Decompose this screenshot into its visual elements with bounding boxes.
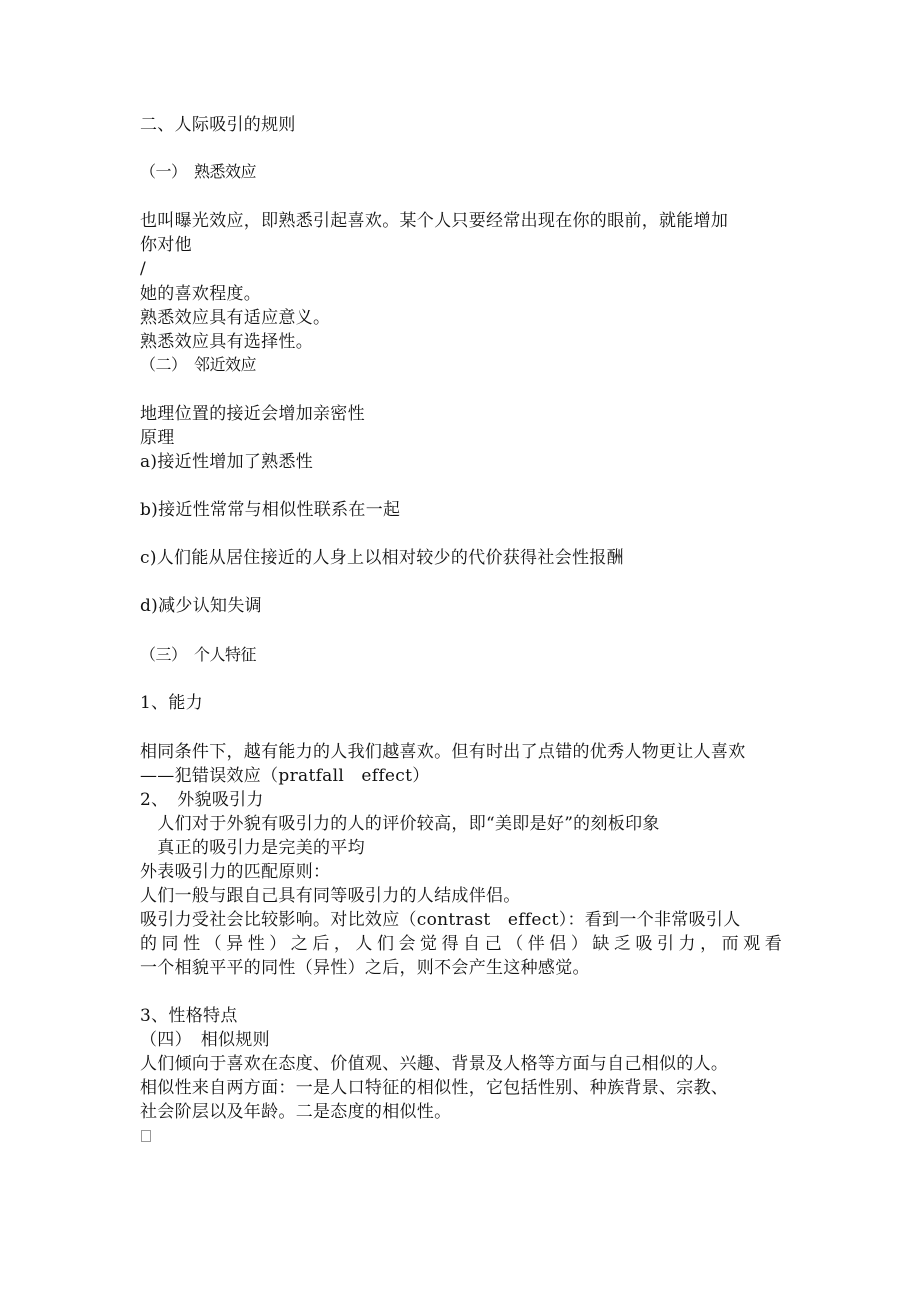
paragraph-line: 熟悉效应具有选择性。 bbox=[140, 332, 313, 352]
paragraph-line: 吸引力受社会比较影响。对比效应（contrast effect）：看到一个非常吸引人 bbox=[140, 910, 741, 930]
paragraph-line: ——犯错误效应（pratfall effect） bbox=[140, 766, 430, 786]
paragraph-line: 人们一般与跟自己具有同等吸引力的人结成伴侣。 bbox=[140, 886, 521, 906]
paragraph-line: 相似性来自两方面：一是人口特征的相似性，它包括性别、种族背景、宗教、 bbox=[140, 1078, 729, 1098]
heading-proximity: （二） 邻近效应 bbox=[140, 355, 257, 374]
paragraph-line: 外表吸引力的匹配原则： bbox=[140, 862, 331, 882]
subheading-personality: 3、性格特点 bbox=[140, 1006, 238, 1026]
paragraph-line: 地理位置的接近会增加亲密性 bbox=[140, 404, 365, 424]
paragraph-line: 社会阶层以及年龄。二是态度的相似性。 bbox=[140, 1102, 452, 1122]
paragraph-line: 真正的吸引力是完美的平均 bbox=[140, 838, 365, 858]
list-item: d)减少认知失调 bbox=[140, 596, 262, 616]
paragraph-line: 原理 bbox=[140, 428, 175, 448]
missing-glyph-box-icon bbox=[141, 1130, 151, 1142]
paragraph-line: 你对他 bbox=[140, 235, 192, 255]
list-item: c)人们能从居住接近的人身上以相对较少的代价获得社会性报酬 bbox=[140, 548, 624, 568]
paragraph-line: 人们倾向于喜欢在态度、价值观、兴趣、背景及人格等方面与自己相似的人。 bbox=[140, 1054, 729, 1074]
subheading-appearance: 2、 外貌吸引力 bbox=[140, 790, 264, 810]
subheading-ability: 1、能力 bbox=[140, 693, 204, 713]
paragraph-line: 的同性（异性）之后，人们会觉得自己（伴侣）缺乏吸引力，而观看 bbox=[140, 934, 782, 954]
paragraph-line: 也叫曝光效应，即熟悉引起喜欢。某个人只要经常出现在你的眼前，就能增加 bbox=[140, 211, 729, 231]
heading-familiarity: （一） 熟悉效应 bbox=[140, 162, 257, 181]
paragraph-line: 她的喜欢程度。 bbox=[140, 284, 262, 304]
heading-personal-traits: （三） 个人特征 bbox=[140, 645, 257, 664]
paragraph-line: 一个相貌平平的同性（异性）之后，则不会产生这种感觉。 bbox=[140, 958, 590, 978]
paragraph-line: 人们对于外貌有吸引力的人的评价较高，即“美即是好”的刻板印象 bbox=[140, 814, 660, 834]
paragraph-line: 相同条件下，越有能力的人我们越喜欢。但有时出了点错的优秀人物更让人喜欢 bbox=[140, 742, 746, 762]
section-title: 二、人际吸引的规则 bbox=[140, 115, 296, 135]
paragraph-line: / bbox=[140, 259, 147, 279]
list-item: a)接近性增加了熟悉性 bbox=[140, 452, 314, 472]
heading-similarity: （四） 相似规则 bbox=[140, 1030, 270, 1050]
paragraph-line: 熟悉效应具有适应意义。 bbox=[140, 308, 331, 328]
list-item: b)接近性常常与相似性联系在一起 bbox=[140, 500, 401, 520]
